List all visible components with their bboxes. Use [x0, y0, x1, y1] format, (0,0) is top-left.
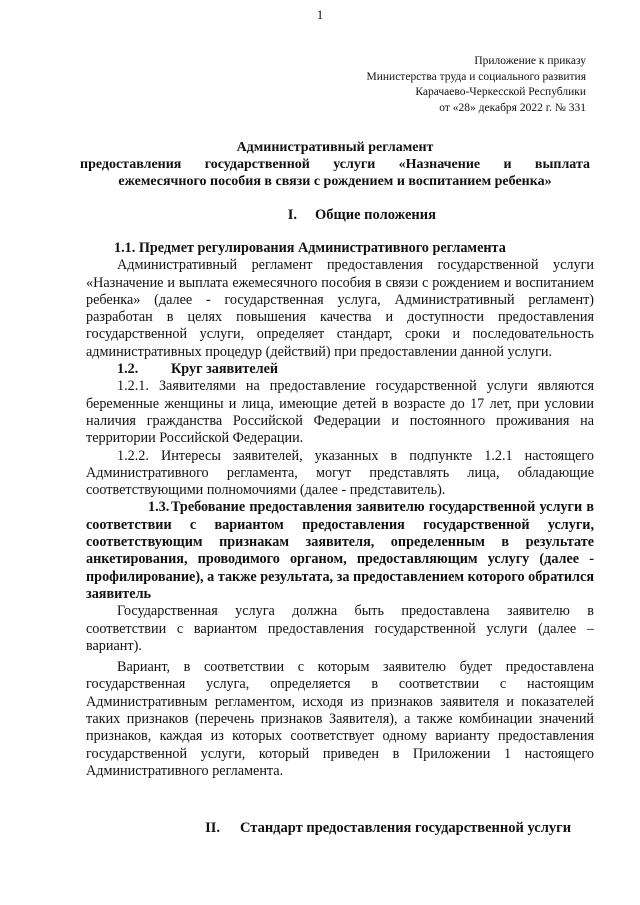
paragraph: 1.2.2. Интересы заявителей, указанных в подпункте 1.2.1 настоящего Административного регламента, могут представлять лица, обладающие соответствующими полномочиями (далее - представитель).	[86, 447, 594, 499]
subsection-title: Требование предоставления заявителю государственной услуги в соответствии с вариантом предоставления государственной услуги, соответствующим признакам заявителя, определенным в результате анкетирования, проводимого органом, предоставляющим услугу (далее - профилирование), а также результата, за предоставлением которого обратился заявитель	[86, 499, 594, 602]
approval-line: Карачаево-Черкесской Республики	[415, 86, 586, 98]
subsection-title: Круг заявителей	[171, 361, 279, 378]
subsection-heading: 1.1. Предмет регулирования Административного регламента	[114, 240, 506, 256]
paragraph: Административный регламент предоставления государственной услуги «Назначение и выплата ежемесячного пособия в связи с рождением и воспитанием ребенка» (далее - государственная услуга, Административный регламент) разработан в целях повышения качества и доступности предоставления государственной услуги, определяет стандарт, сроки и последовательность административных процедур (действий) при предоставлении данной услуги.	[86, 257, 594, 360]
approval-line: Приложение к приказу	[474, 55, 586, 67]
section-heading-2	[80, 820, 590, 837]
subsection-number: 1.2.	[117, 361, 139, 378]
page-number: 1	[316, 7, 324, 22]
title-line: ежемесячного пособия в связи с рождением и воспитанием ребенка»	[118, 174, 552, 189]
section-heading-1	[80, 207, 590, 224]
title-line: предоставления государственной услуги «Назначение и выплата	[80, 157, 590, 172]
paragraph: Государственная услуга должна быть предоставлена заявителю в соответствии с вариантом предоставления государственной услуги (далее – вариант).	[86, 603, 594, 654]
document-title	[80, 139, 590, 190]
title-line: Административный регламент	[236, 140, 434, 155]
paragraph: 1.2.1. Заявителями на предоставление государственной услуги являются беременные женщины и лица, имеющие детей в возрасте до 17 лет, при условии наличия гражданства Российской Федерации и постоянного проживания на территории Российской Федерации.	[86, 378, 594, 447]
subsection-heading	[86, 499, 594, 603]
section-number: II.	[205, 820, 220, 836]
subsection-heading	[86, 361, 594, 378]
document-body	[86, 240, 594, 780]
paragraph: Вариант, в соответствии с которым заявителю будет предоставлена государственная услуга, определяется в соответствии с настоящим Административным регламентом, исходя из признаков заявителя и показателей таких признаков (перечень признаков Заявителя), а также комбинации значений признаков, каждая из которых соответствует одному варианту предоставления государственной услуги, который приведен в Приложении 1 настоящего Административного регламента.	[86, 659, 594, 779]
approval-line: Министерства труда и социального развития	[366, 70, 586, 83]
section-title: Общие положения	[315, 207, 436, 223]
section-title: Стандарт предоставления государственной услуги	[240, 820, 572, 836]
approval-stamp	[367, 54, 586, 116]
subsection-number: 1.3.	[148, 499, 170, 516]
section-number: I.	[287, 207, 297, 223]
approval-line: от «28» декабря 2022 г. № 331	[439, 101, 586, 114]
